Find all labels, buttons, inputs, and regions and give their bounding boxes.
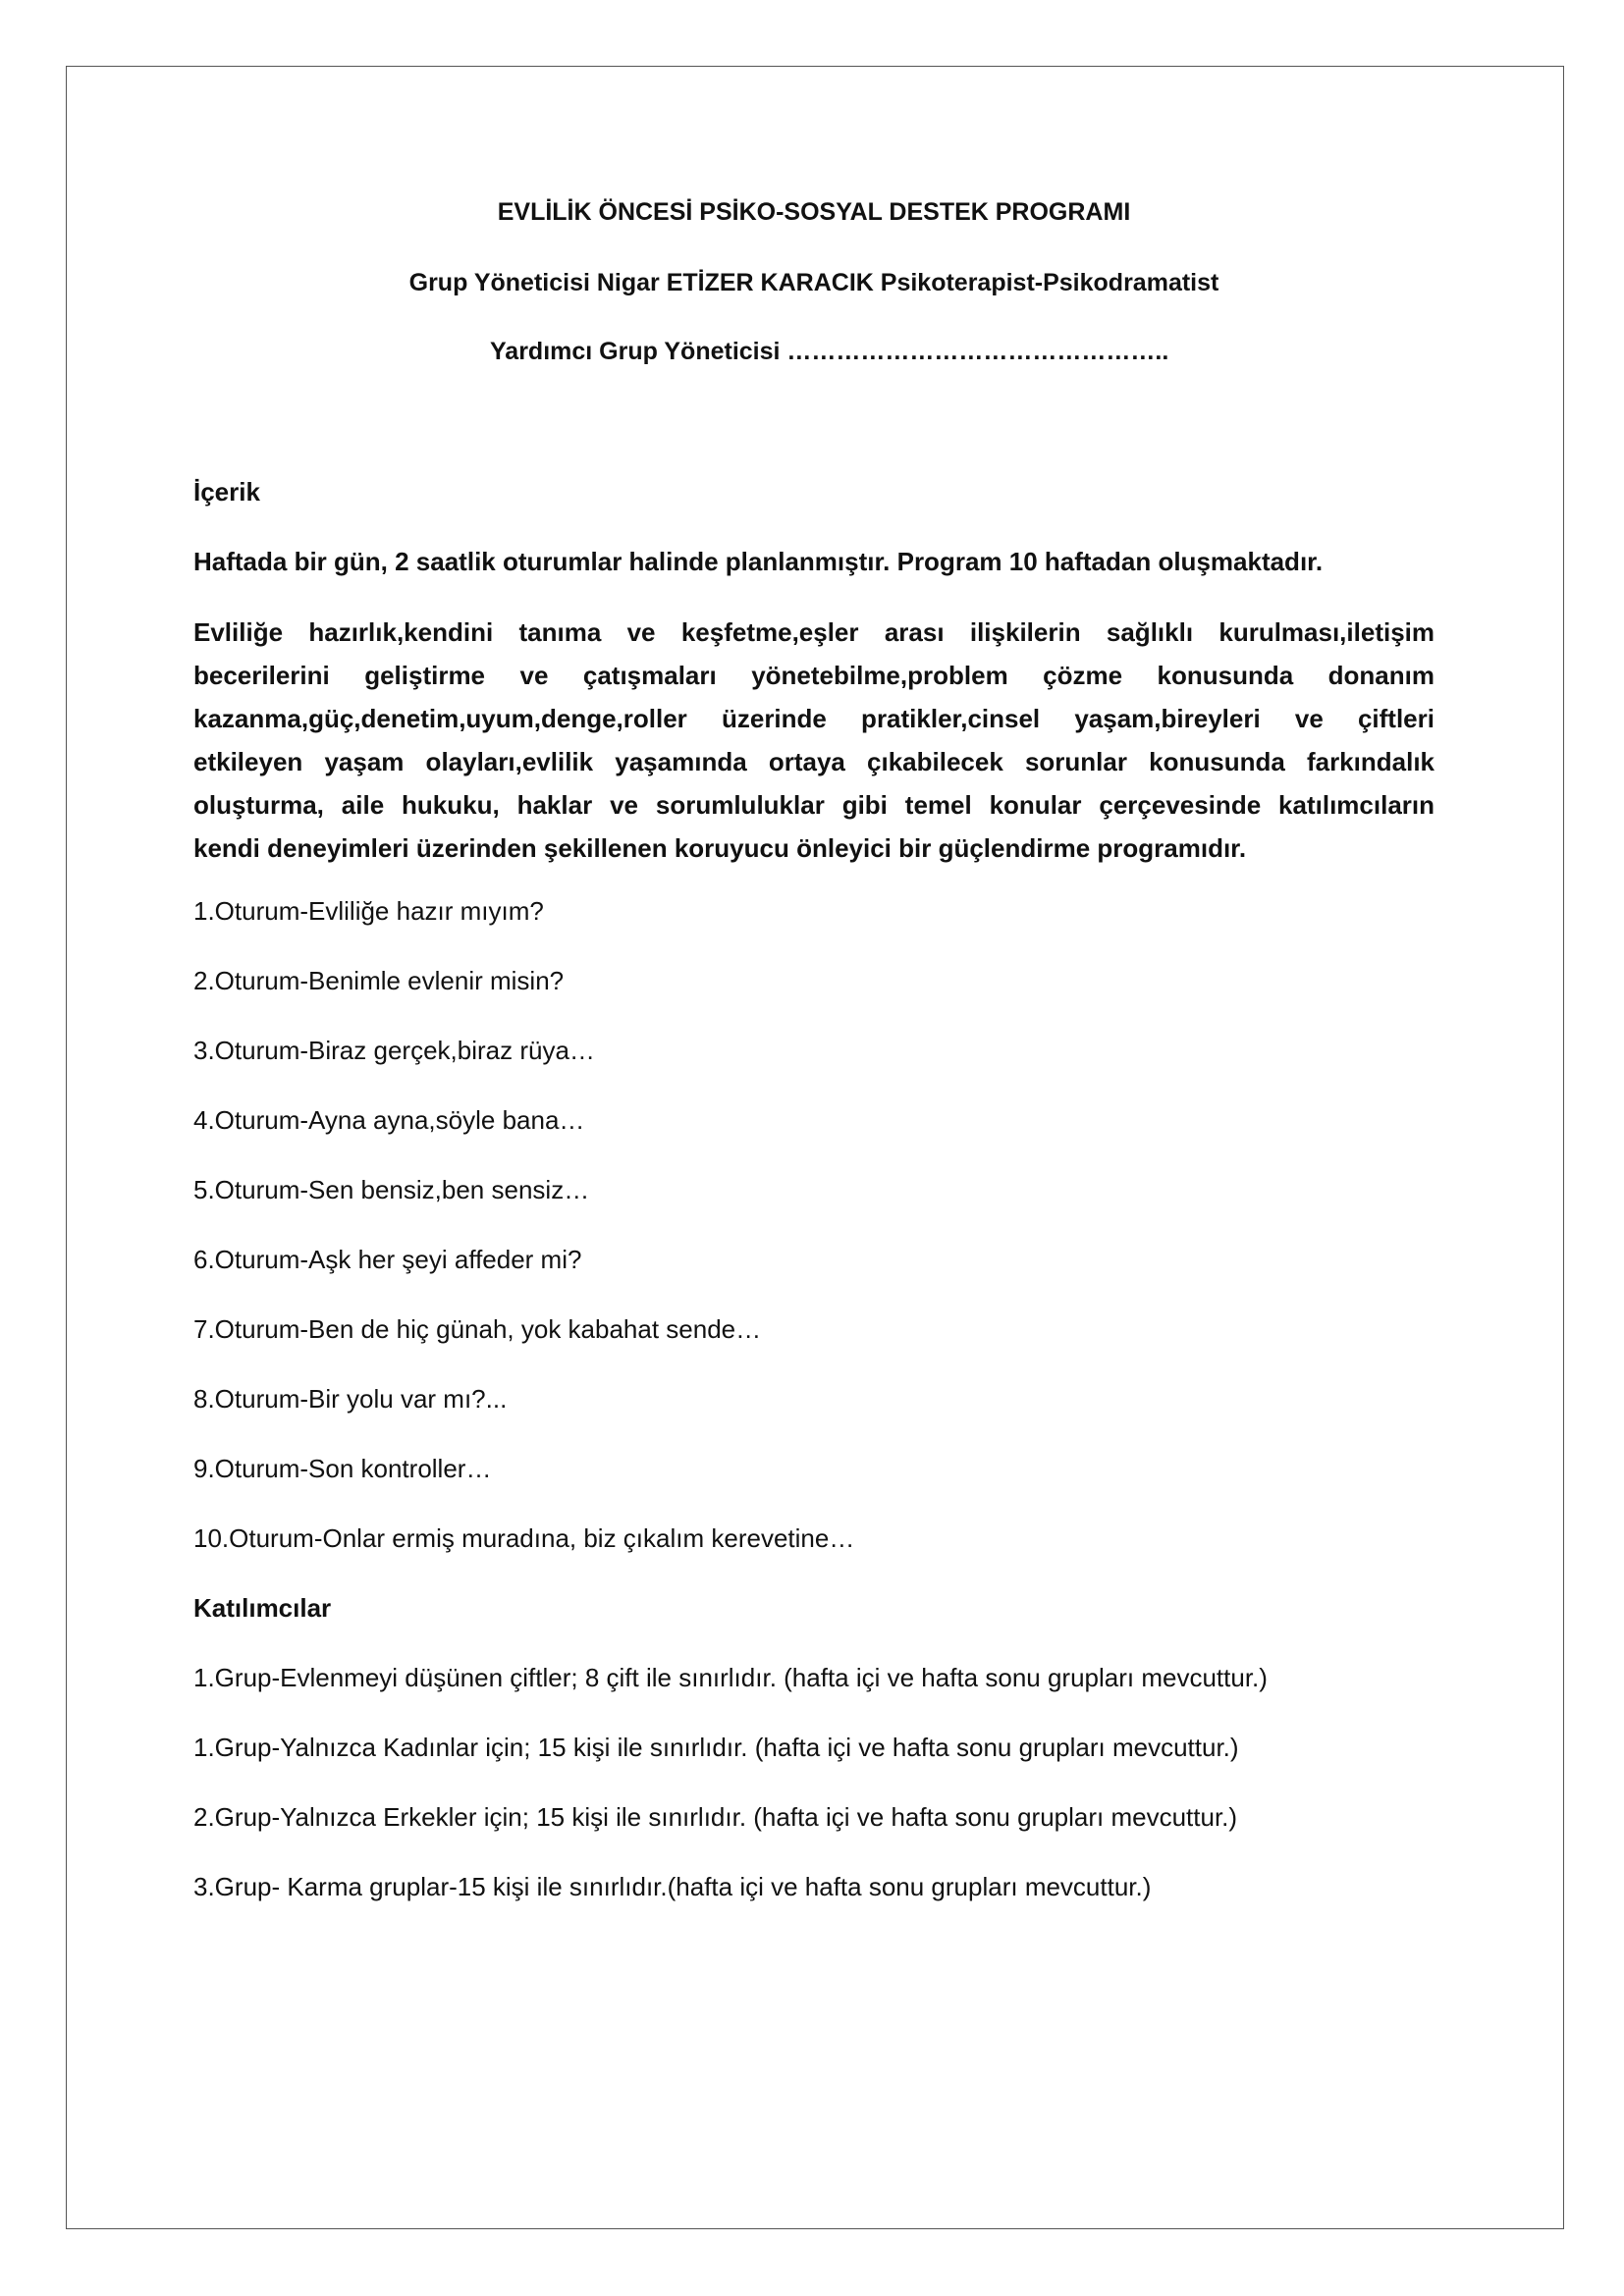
group-leader-line: Grup Yöneticisi Nigar ETİZER KARACIK Psikoterapist-Psikodramatist [408,269,1219,296]
session-item: 6.Oturum-Aşk her şeyi affeder mi? [193,1245,582,1274]
group-item: 1.Grup-Yalnızca Kadınlar için; 15 kişi ile sınırlıdır. (hafta içi ve hafta sonu grupları mevcuttur.) [193,1733,1239,1762]
program-description [193,611,1435,870]
session-item: 9.Oturum-Son kontroller… [193,1454,492,1483]
session-item: 8.Oturum-Bir yolu var mı?... [193,1384,508,1414]
description-line: becerilerini geliştirme ve çatışmaları yönetebilme,problem çözme konusunda donanım [193,661,1435,690]
description-line: oluşturma, aile hukuku, haklar ve sorumluluklar gibi temel konular çerçevesinde katılımcıların [193,790,1435,820]
session-item: 10.Oturum-Onlar ermiş muradına, biz çıkalım kerevetine… [193,1523,855,1553]
description-line: kazanma,güç,denetim,uyum,denge,roller üzerinde pratikler,cinsel yaşam,bireyleri ve çiftleri [193,704,1435,733]
group-item: 2.Grup-Yalnızca Erkekler için; 15 kişi ile sınırlıdır. (hafta içi ve hafta sonu grupları mevcuttur.) [193,1802,1238,1832]
participants-heading: Katılımcılar [193,1593,332,1623]
document-title: EVLİLİK ÖNCESİ PSİKO-SOSYAL DESTEK PROGRAMI [497,198,1131,226]
session-item: 5.Oturum-Sen bensiz,ben sensiz… [193,1175,590,1204]
session-item: 2.Oturum-Benimle evlenir misin? [193,966,565,995]
content-heading: İçerik [193,477,260,507]
description-line: Evliliğe hazırlık,kendini tanıma ve keşfetme,eşler arası ilişkilerin sağlıklı kurulması,iletişim [193,617,1435,647]
page-border [66,66,1564,2229]
session-item: 3.Oturum-Biraz gerçek,biraz rüya… [193,1036,595,1065]
schedule-text: Haftada bir gün, 2 saatlik oturumlar halinde planlanmıştır. Program 10 haftadan oluşmaktadır. [193,547,1324,576]
description-line: etkileyen yaşam olayları,evlilik yaşamında ortaya çıkabilecek sorunlar konusunda farkındalık [193,747,1435,776]
group-item: 3.Grup- Karma gruplar-15 kişi ile sınırlıdır.(hafta içi ve hafta sonu grupları mevcuttur.) [193,1872,1152,1901]
session-item: 7.Oturum-Ben de hiç günah, yok kabahat sende… [193,1314,762,1344]
session-item: 1.Oturum-Evliliğe hazır mıyım? [193,896,544,926]
description-line: kendi deneyimleri üzerinden şekillenen koruyucu önleyici bir güçlendirme programıdır. [193,833,1247,863]
assistant-leader-line: Yardımcı Grup Yöneticisi ……………………………………….. [490,338,1169,365]
group-item: 1.Grup-Evlenmeyi düşünen çiftler; 8 çift ile sınırlıdır. (hafta içi ve hafta sonu grupları mevcuttur.) [193,1663,1268,1692]
session-item: 4.Oturum-Ayna ayna,söyle bana… [193,1105,585,1135]
